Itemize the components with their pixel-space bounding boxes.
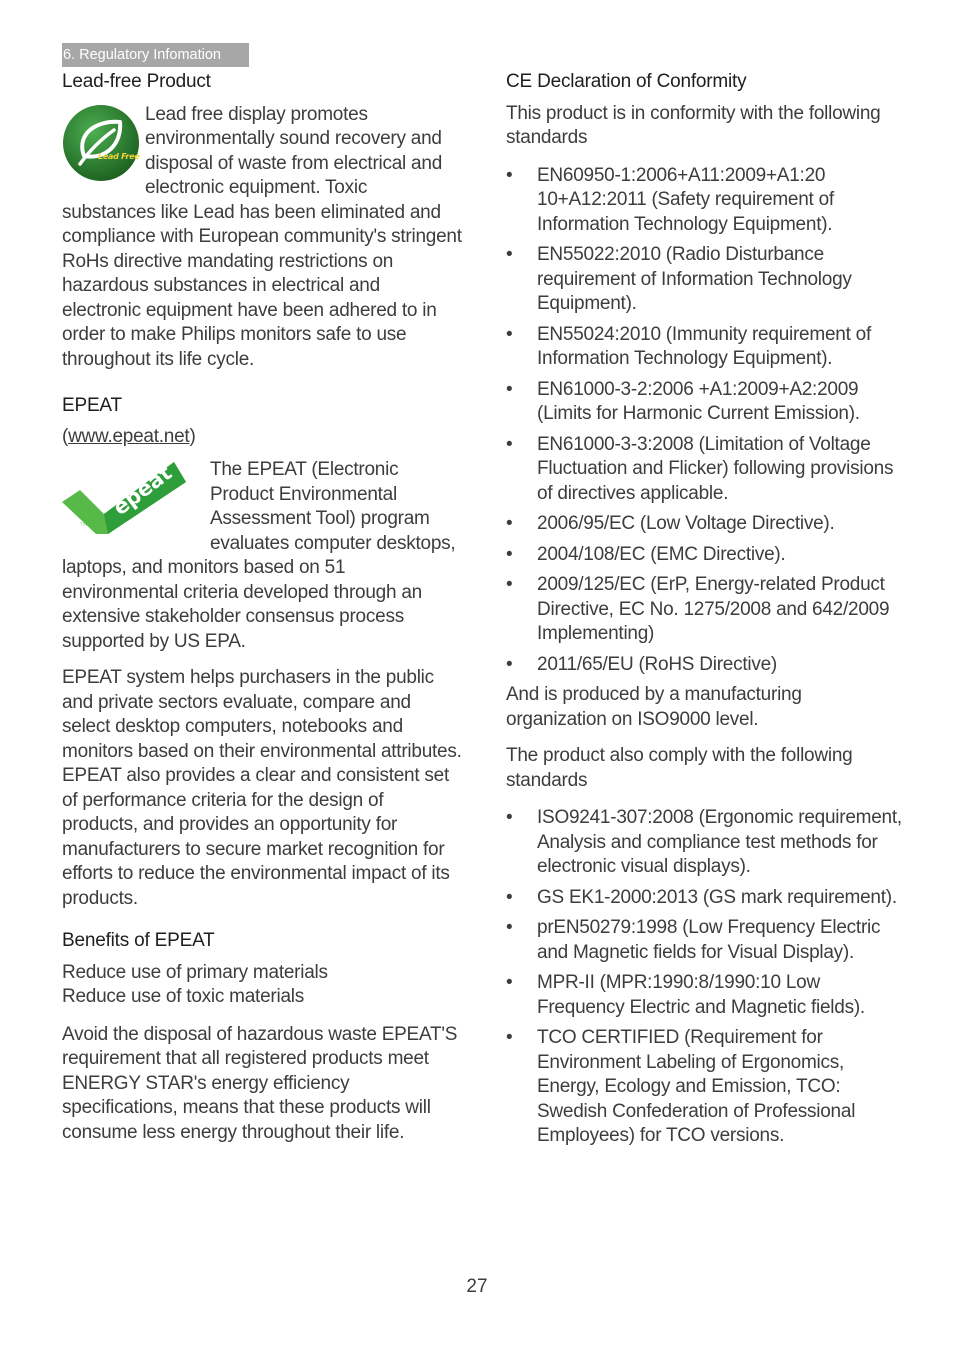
list-item — [506, 971, 906, 1020]
ce-additional-standards-list — [506, 806, 906, 1149]
list-item-text: TCO CERTIFIED (Requirement for Environment Labeling of Ergonomics, Energy, Ecology and Emission, TCO: Swedish Confederation of Professional Employees) for TCO versions. — [537, 1027, 856, 1146]
list-item — [506, 653, 906, 678]
ce-standards-list — [506, 164, 906, 678]
bullet-icon: • — [506, 513, 513, 534]
list-item — [506, 916, 906, 965]
bullet-icon: • — [506, 323, 513, 345]
bullet-icon: • — [506, 378, 513, 400]
benefits-heading: Benefits of EPEAT — [62, 930, 215, 951]
list-item — [506, 573, 906, 647]
list-item — [506, 886, 906, 911]
bullet-icon: • — [506, 972, 513, 993]
lead-free-body: Lead free display promotes environmentally sound recovery and disposal of waste from electrical and electronic equipment. Toxic substances like Lead has been eliminated and compliance with European community's stringent RoHs directive mandating restrictions on hazardous substances in electrical and electronic equipment have been adhered to in order to make Philips monitors safe to use throughout its life cycle. — [62, 103, 462, 370]
list-item — [506, 1026, 906, 1149]
epeat-body-2: EPEAT system helps purchasers in the public and private sectors evaluate, compare and select desktop computers, notebooks and monitors based on their environmental attributes. EPEAT also provides a clear and consistent set of performance criteria for the design of products, and provides an opportunity for manufacturers to secure market recognition for efforts to reduce the environmental impact of its products. — [62, 667, 462, 909]
bullet-icon: • — [506, 807, 513, 828]
benefits-line-1: Reduce use of primary materials — [62, 961, 328, 983]
paren-close: ) — [189, 425, 196, 447]
benefits-line-2: Reduce use of toxic materials — [62, 986, 304, 1007]
list-item — [506, 512, 906, 537]
bullet-icon: • — [506, 917, 513, 938]
benefits-body: Avoid the disposal of hazardous waste EPEAT'S requirement that all registered products meet ENERGY STAR's energy efficiency specifications, means that these products will consume less energy throughout their life. — [62, 1023, 458, 1143]
list-item-text: 2004/108/EC (EMC Directive). — [537, 543, 786, 565]
list-item-text: EN61000-3-3:2008 (Limitation of Voltage Fluctuation and Flicker) following provisions of directives applicable. — [537, 433, 894, 504]
list-item — [506, 323, 906, 372]
lead-free-logo-label: Lead Free! — [98, 151, 140, 161]
bullet-icon: • — [506, 1027, 513, 1048]
ce-also: The product also comply with the following standards — [506, 745, 853, 791]
list-item — [506, 433, 906, 507]
list-item-text: EN61000-3-2:2006 +A1:2009+A2:2009 (Limits for Harmonic Current Emission). — [537, 378, 860, 424]
list-item — [506, 543, 906, 568]
epeat-logo-tm: TM — [80, 522, 87, 528]
list-item-text: GS EK1-2000:2013 (GS mark requirement). — [537, 886, 897, 908]
list-item-text: EN60950-1:2006+A11:2009+A1:20 10+A12:2011 (Safety requirement of Information Technology Equipment). — [537, 164, 834, 235]
list-item — [506, 378, 906, 427]
epeat-body: The EPEAT (Electronic Product Environmental Assessment Tool) program evaluates computer desktops, laptops, and monitors based on 51 environmental criteria developed through an extensive stakeholder consensus process supported by US EPA. — [62, 459, 456, 652]
ce-intro: This product is in conformity with the following standards — [506, 102, 881, 148]
left-column — [62, 70, 462, 1145]
list-item-text: EN55022:2010 (Radio Disturbance requirement of Information Technology Equipment). — [537, 244, 852, 314]
bullet-icon: • — [506, 886, 513, 908]
lead-free-logo — [62, 104, 145, 184]
list-item — [506, 164, 906, 238]
epeat-section — [62, 458, 462, 654]
section-tab: 6. Regulatory Infomation — [62, 43, 249, 67]
epeat-link-line — [62, 425, 462, 450]
epeat-logo — [62, 458, 210, 554]
bullet-icon: • — [506, 574, 513, 595]
list-item-text: 2011/65/EU (RoHS Directive) — [537, 653, 777, 675]
paren-open: ( — [62, 425, 69, 447]
lead-free-heading: Lead-free Product — [62, 71, 211, 92]
bullet-icon: • — [506, 543, 513, 565]
bullet-icon: • — [506, 433, 513, 455]
bullet-icon: • — [506, 653, 513, 675]
list-item-text: 2006/95/EC (Low Voltage Directive). — [537, 513, 835, 534]
epeat-heading: EPEAT — [62, 395, 122, 416]
epeat-logo-label: epeat — [108, 460, 177, 520]
list-item-text: ISO9241-307:2008 (Ergonomic requirement, Analysis and compliance test methods for electronic visual displays). — [537, 807, 902, 877]
ce-heading: CE Declaration of Conformity — [506, 71, 747, 92]
ce-produced: And is produced by a manufacturing organization on ISO9000 level. — [506, 684, 802, 730]
right-column — [506, 70, 906, 1155]
list-item-text: MPR-II (MPR:1990:8/1990:10 Low Frequency Electric and Magnetic fields). — [537, 972, 865, 1018]
list-item-text: prEN50279:1998 (Low Frequency Electric and Magnetic fields for Visual Display). — [537, 917, 881, 963]
list-item — [506, 806, 906, 880]
page-number: 27 — [466, 1276, 488, 1297]
list-item — [506, 243, 906, 317]
bullet-icon: • — [506, 244, 513, 265]
list-item-text: EN55024:2010 (Immunity requirement of Information Technology Equipment). — [537, 323, 871, 369]
bullet-icon: • — [506, 164, 513, 186]
epeat-link[interactable]: www.epeat.net — [68, 425, 190, 447]
list-item-text: 2009/125/EC (ErP, Energy-related Product Directive, EC No. 1275/2008 and 642/2009 Implementing) — [537, 574, 890, 644]
lead-free-section — [62, 103, 462, 373]
